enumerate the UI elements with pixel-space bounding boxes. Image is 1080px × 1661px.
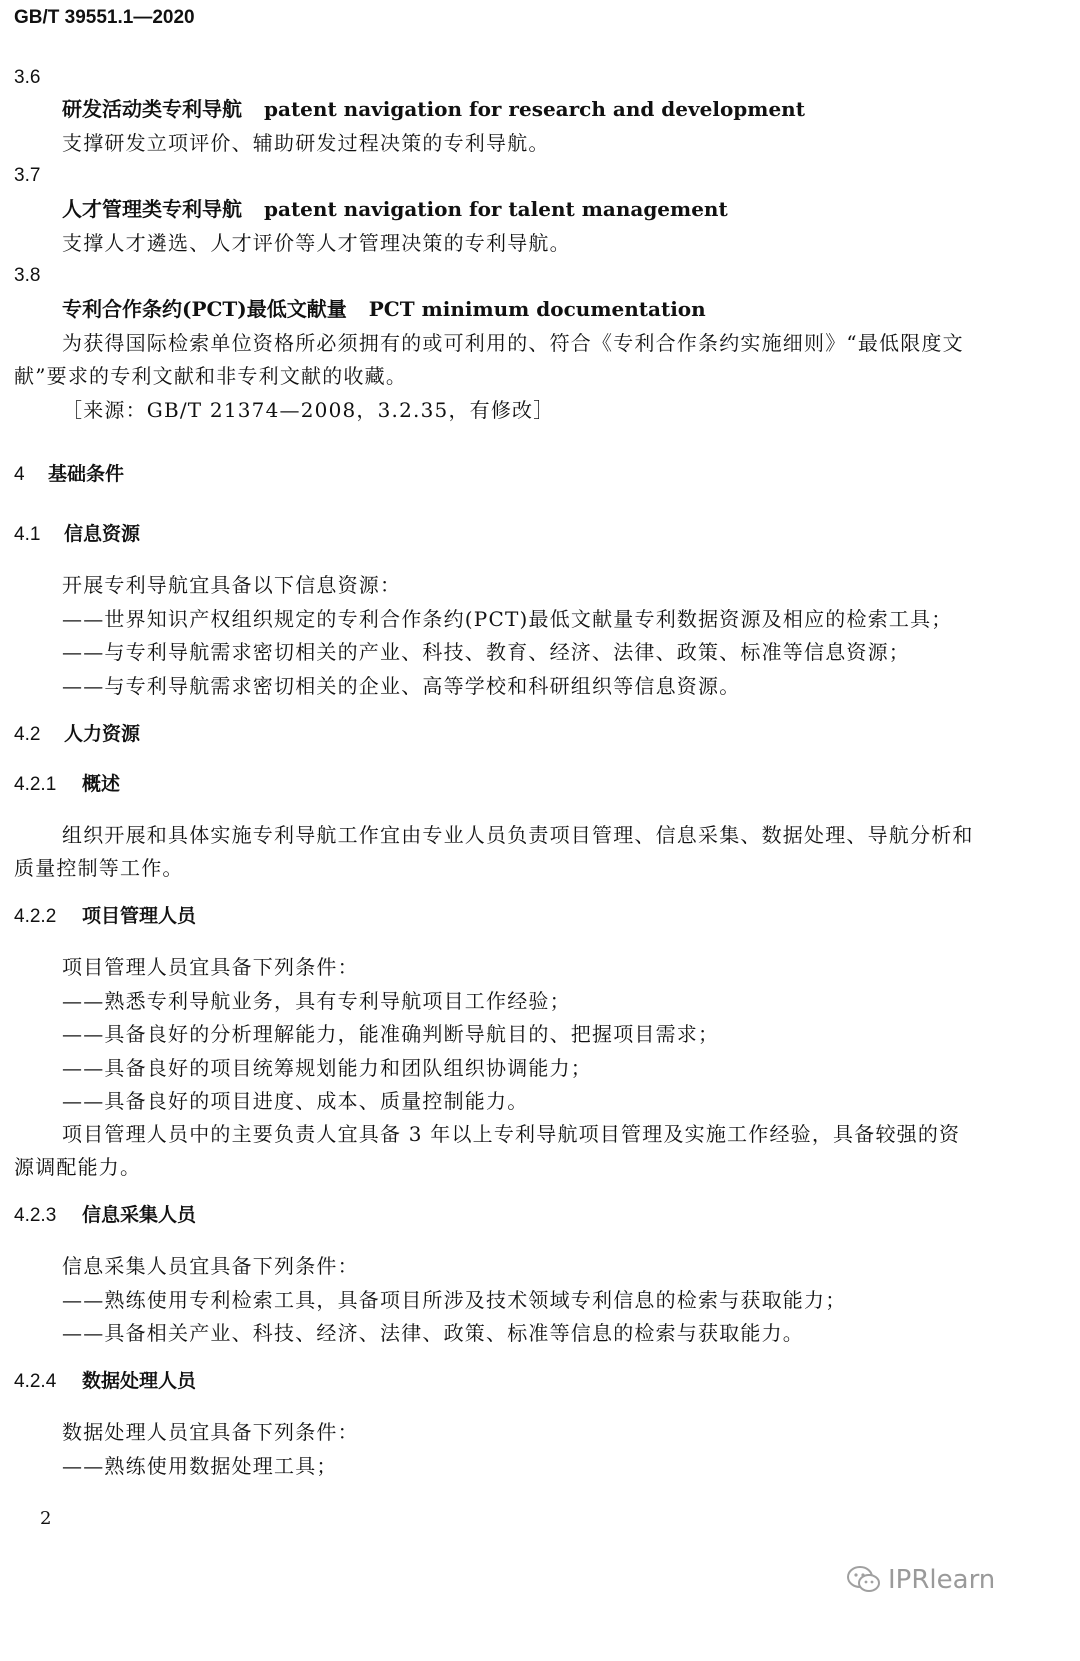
term-definition: 支撑研发立项评价、辅助研发过程决策的专利导航。 [62, 131, 550, 155]
term-title [62, 299, 706, 319]
term-number: 3.7 [14, 165, 41, 186]
list-item: ——具备良好的项目进度、成本、质量控制能力。 [62, 1089, 529, 1113]
section-title: 信息资源 [64, 523, 141, 545]
page-number: 2 [40, 1508, 52, 1529]
term-title-en: patent navigation for research and development [264, 97, 805, 121]
term-definition-line: 为获得国际检索单位资格所必须拥有的或可利用的、符合《专利合作条约实施细则》“最低限度文 [62, 331, 964, 355]
list-item: ——熟练使用专利检索工具，具备项目所涉及技术领域专利信息的检索与获取能力； [62, 1288, 847, 1312]
section-title: 信息采集人员 [82, 1204, 197, 1226]
section-heading-4-2-1 [14, 775, 120, 794]
section-number: 4.2 [14, 724, 41, 745]
list-item: ——与专利导航需求密切相关的企业、高等学校和科研组织等信息资源。 [62, 674, 741, 698]
paragraph-line: 质量控制等工作。 [14, 856, 184, 880]
section-number: 4.2.1 [14, 774, 57, 795]
section-heading-4-1 [14, 525, 140, 544]
list-item: ——具备良好的分析理解能力，能准确判断导航目的、把握项目需求； [62, 1022, 720, 1046]
paragraph-line: 源调配能力。 [14, 1155, 142, 1179]
section-title: 项目管理人员 [82, 905, 197, 927]
term-title-en: PCT minimum documentation [368, 297, 706, 321]
paragraph: 数据处理人员宜具备下列条件： [62, 1420, 359, 1444]
standard-header: GB/T 39551.1—2020 [14, 7, 195, 28]
paragraph-line: 组织开展和具体实施专利导航工作宜由专业人员负责项目管理、信息采集、数据处理、导航分析和 [62, 823, 974, 847]
section-number: 4.2.4 [14, 1371, 57, 1392]
section-title: 数据处理人员 [82, 1370, 197, 1392]
section-heading-4-2-3 [14, 1206, 196, 1225]
paragraph: 开展专利导航宜具备以下信息资源： [62, 573, 402, 597]
list-item: ——世界知识产权组织规定的专利合作条约(PCT)最低文献量专利数据资源及相应的检索工具； [62, 607, 953, 631]
list-item: ——熟练使用数据处理工具； [62, 1454, 338, 1478]
section-number: 4 [14, 464, 25, 485]
watermark-text: IPRlearn [888, 1565, 996, 1595]
section-title: 概述 [82, 773, 121, 795]
term-title [62, 199, 728, 219]
section-title: 基础条件 [48, 463, 125, 485]
term-number: 3.6 [14, 67, 41, 88]
list-item: ——熟悉专利导航业务，具有专利导航项目工作经验； [62, 989, 571, 1013]
watermark [846, 1565, 995, 1595]
paragraph: 项目管理人员宜具备下列条件： [62, 955, 359, 979]
section-heading-4-2-2 [14, 907, 196, 926]
section-heading-4-2-4 [14, 1372, 196, 1391]
section-number: 4.1 [14, 524, 41, 545]
section-number: 4.2.2 [14, 906, 57, 927]
term-definition: 支撑人才遴选、人才评价等人才管理决策的专利导航。 [62, 231, 571, 255]
section-title: 人力资源 [64, 723, 141, 745]
term-definition-line: 献”要求的专利文献和非专利文献的收藏。 [14, 364, 408, 388]
section-heading-4-2 [14, 725, 140, 744]
term-title-en: patent navigation for talent management [264, 197, 728, 221]
section-heading-4 [14, 465, 124, 484]
term-title [62, 99, 805, 119]
term-source: ［来源：GB/T 21374—2008，3.2.35，有修改］ [62, 398, 555, 422]
paragraph-line: 项目管理人员中的主要负责人宜具备 3 年以上专利导航项目管理及实施工作经验，具备较强的资 [62, 1122, 961, 1146]
term-title-zh: 专利合作条约(PCT)最低文献量 [62, 297, 347, 321]
list-item: ——具备相关产业、科技、经济、法律、政策、标准等信息的检索与获取能力。 [62, 1321, 804, 1345]
term-title-zh: 研发活动类专利导航 [62, 97, 242, 121]
section-number: 4.2.3 [14, 1205, 57, 1226]
term-number: 3.8 [14, 265, 41, 286]
paragraph: 信息采集人员宜具备下列条件： [62, 1254, 359, 1278]
term-title-zh: 人才管理类专利导航 [62, 197, 242, 221]
list-item: ——具备良好的项目统筹规划能力和团队组织协调能力； [62, 1056, 592, 1080]
wechat-icon [846, 1565, 882, 1595]
list-item: ——与专利导航需求密切相关的产业、科技、教育、经济、法律、政策、标准等信息资源； [62, 640, 910, 664]
